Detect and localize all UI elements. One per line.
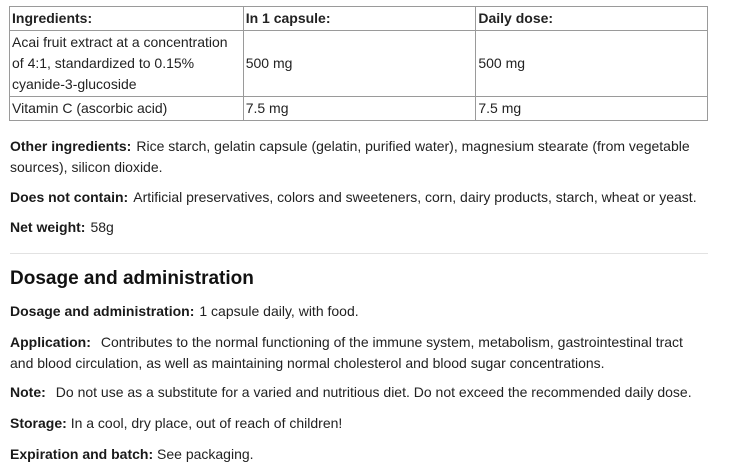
other-ingredients-label: Other ingredients: (10, 138, 132, 154)
dosage-paragraph (10, 301, 710, 322)
dosage-text: 1 capsule daily, with food. (199, 303, 359, 319)
dosage-section-heading: Dosage and administration (10, 268, 254, 289)
net-weight-label: Net weight: (10, 219, 86, 235)
ingredient-daily-dose: 500 mg (476, 31, 708, 97)
storage-paragraph (10, 413, 710, 434)
other-ingredients-text: Rice starch, gelatin capsule (gelatin, purified water), magnesium stearate (from vegetable sources), silicon dioxide. (10, 138, 690, 175)
table-header-row (10, 7, 708, 31)
expiration-label: Expiration and batch: (10, 446, 154, 462)
net-weight-paragraph (10, 217, 710, 238)
header-ingredients: Ingredients: (10, 7, 244, 31)
storage-text: In a cool, dry place, out of reach of children! (70, 415, 343, 431)
application-paragraph (10, 332, 710, 374)
application-label: Application: (10, 334, 91, 350)
does-not-contain-paragraph (10, 187, 710, 208)
table-row (10, 31, 708, 97)
ingredient-daily-dose: 7.5 mg (476, 97, 708, 121)
expiration-paragraph (10, 444, 710, 465)
section-divider (10, 253, 708, 254)
does-not-contain-label: Does not contain: (10, 189, 129, 205)
other-ingredients-paragraph (10, 136, 710, 178)
expiration-text: See packaging. (157, 446, 254, 462)
ingredient-name: Acai fruit extract at a concentration of 4:1, standardized to 0.15% cyanide-3-glucoside (10, 31, 244, 97)
note-label: Note: (10, 384, 46, 400)
ingredient-per-capsule: 500 mg (243, 31, 476, 97)
storage-label: Storage: (10, 415, 67, 431)
header-daily-dose: Daily dose: (476, 7, 708, 31)
note-paragraph (10, 382, 710, 403)
ingredient-name: Vitamin C (ascorbic acid) (10, 97, 244, 121)
ingredients-table (9, 6, 708, 121)
ingredient-per-capsule: 7.5 mg (243, 97, 476, 121)
note-text: Do not use as a substitute for a varied and nutritious diet. Do not exceed the recommended daily dose. (55, 384, 692, 400)
table-row (10, 97, 708, 121)
does-not-contain-text: Artificial preservatives, colors and sweeteners, corn, dairy products, starch, wheat or yeast. (133, 189, 697, 205)
header-per-capsule: In 1 capsule: (243, 7, 476, 31)
net-weight-value: 58g (90, 219, 114, 235)
dosage-label: Dosage and administration: (10, 303, 195, 319)
application-text: Contributes to the normal functioning of the immune system, metabolism, gastrointestinal tract and blood circulation, as well as maintaining normal cholesterol and blood sugar concentrations. (10, 334, 683, 371)
